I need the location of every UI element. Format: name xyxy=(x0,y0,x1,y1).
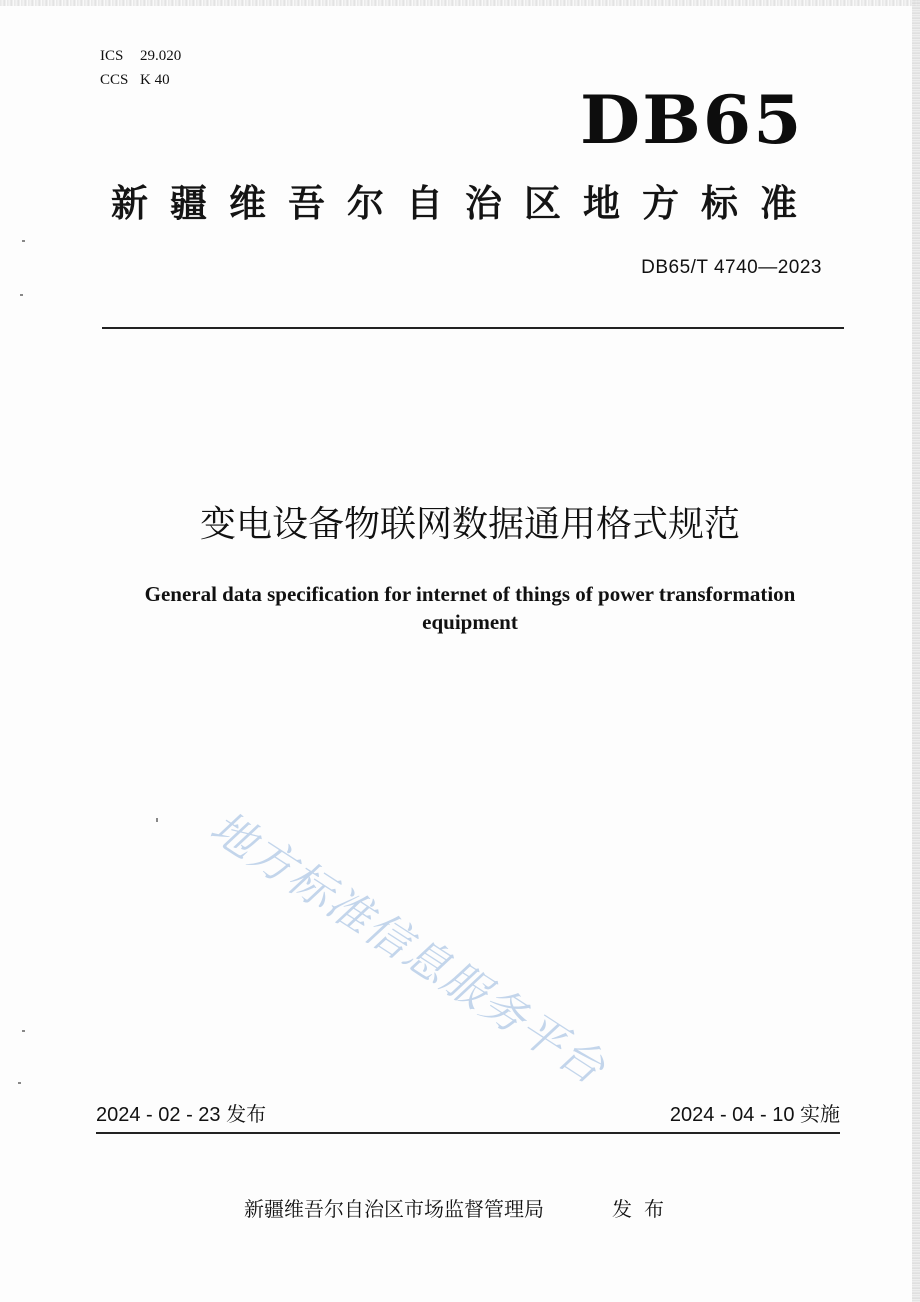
watermark: 地方标准信息服务平台 xyxy=(201,801,615,1095)
scan-edge-top xyxy=(0,0,920,6)
ccs-label: CCS xyxy=(100,72,129,88)
top-divider xyxy=(102,327,844,329)
scan-speck xyxy=(156,818,158,822)
scan-speck xyxy=(20,294,23,296)
scan-speck xyxy=(22,1030,25,1032)
dates-row xyxy=(96,1100,840,1132)
ics-row xyxy=(100,44,181,68)
ics-value: 29.020 xyxy=(140,48,182,64)
title-chinese: 变电设备物联网数据通用格式规范 xyxy=(199,504,740,545)
issue-date: 2024 - 02 - 23 发布 xyxy=(96,1104,267,1126)
title-english: General data specification for internet of things of power transformation equipment xyxy=(144,582,796,634)
scan-speck xyxy=(18,1082,21,1084)
ics-label: ICS xyxy=(100,48,124,64)
ccs-value: K 40 xyxy=(140,72,170,88)
db-logo: DB65 xyxy=(580,81,804,159)
standard-code: DB65/T 4740—2023 xyxy=(641,257,822,278)
ccs-row xyxy=(100,68,181,92)
classification-block xyxy=(100,44,181,92)
implementation-date: 2024 - 04 - 10 实施 xyxy=(669,1104,840,1126)
publisher-name: 新疆维吾尔自治区市场监督管理局 xyxy=(244,1197,544,1221)
standard-type-heading: 新疆维吾尔自治区地方标准 xyxy=(111,182,819,225)
scan-speck xyxy=(22,240,25,242)
bottom-divider xyxy=(96,1132,840,1134)
scan-edge-right xyxy=(912,0,920,1302)
publish-label: 发布 xyxy=(612,1197,676,1221)
